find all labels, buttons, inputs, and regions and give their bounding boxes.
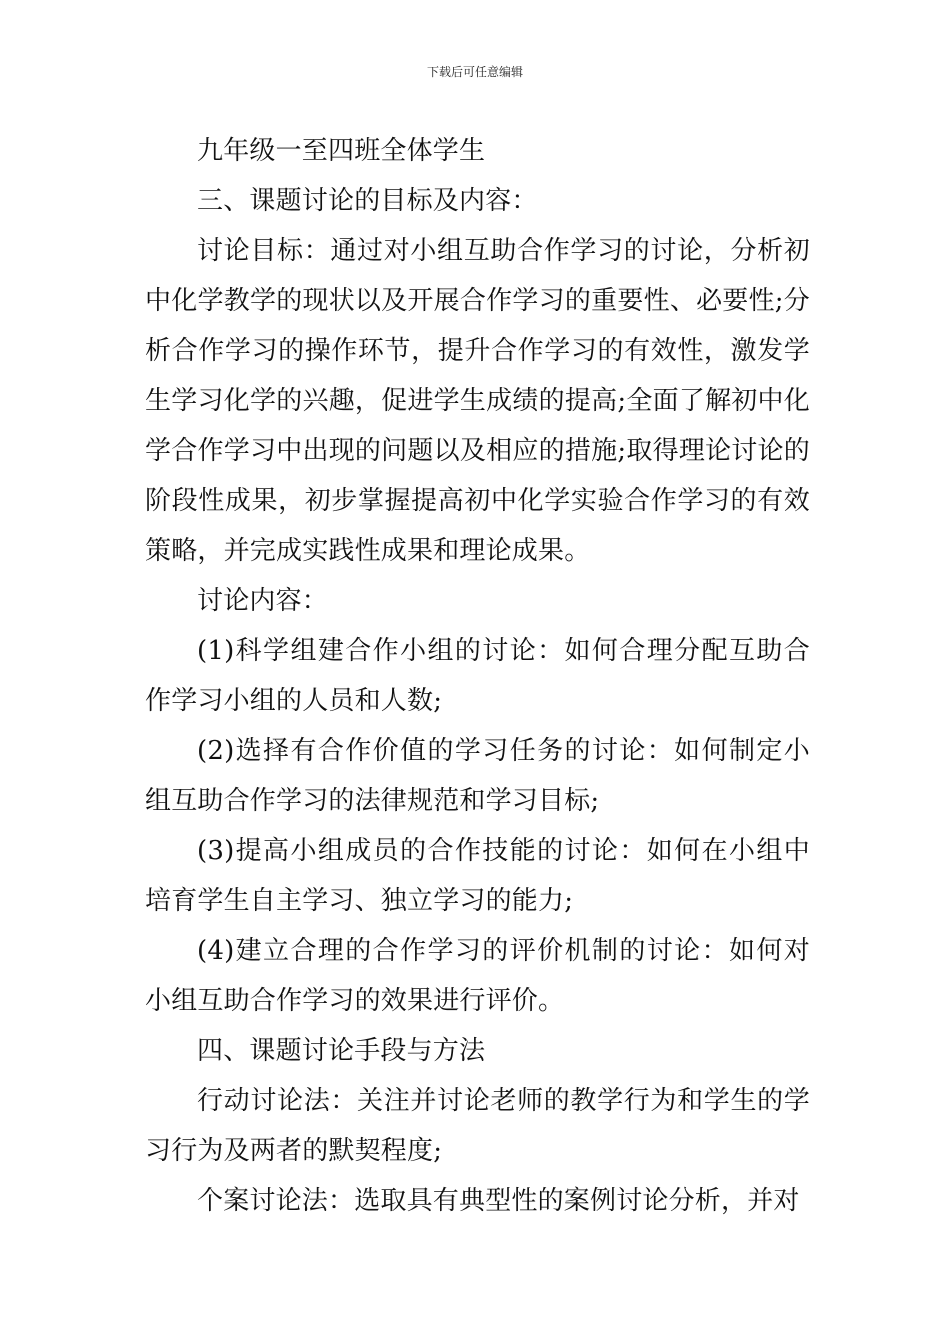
paragraph-action-research: 行动讨论法：关注并讨论老师的教学行为和学生的学习行为及两者的默契程度; — [145, 1086, 810, 1166]
document-body — [145, 126, 810, 1226]
list-item-2: (2)选择有合作价值的学习任务的讨论：如何制定小组互助合作学习的法律规范和学习目标; — [145, 736, 810, 816]
paragraph-case-study: 个案讨论法：选取具有典型性的案例讨论分析，并对 — [197, 1186, 800, 1216]
subheading-content: 讨论内容： — [197, 586, 329, 616]
paragraph-goals: 讨论目标：通过对小组互助合作学习的讨论，分析初中化学教学的现状以及开展合作学习的重要性、必要性;分析合作学习的操作环节，提升合作学习的有效性，激发学生学习化学的兴趣，促进学生成绩的提高;全面了解初中化学合作学习中出现的问题以及相应的措施;取得理论讨论的阶段性成果，初步掌握提高初中化学实验合作学习的有效策略，并完成实践性成果和理论成果。 — [145, 236, 810, 566]
section-heading-methods: 四、课题讨论手段与方法 — [197, 1036, 486, 1066]
list-item-3: (3)提高小组成员的合作技能的讨论：如何在小组中培育学生自主学习、独立学习的能力; — [145, 836, 810, 916]
section-heading-goals: 三、课题讨论的目标及内容： — [197, 186, 538, 216]
list-item-1: (1)科学组建合作小组的讨论：如何合理分配互助合作学习小组的人员和人数; — [145, 636, 810, 716]
page-header-note: 下载后可任意编辑 — [426, 65, 523, 79]
list-item-4: (4)建立合理的合作学习的评价机制的讨论：如何对小组互助合作学习的效果进行评价。 — [145, 936, 810, 1016]
paragraph-participants: 九年级一至四班全体学生 — [197, 136, 486, 166]
